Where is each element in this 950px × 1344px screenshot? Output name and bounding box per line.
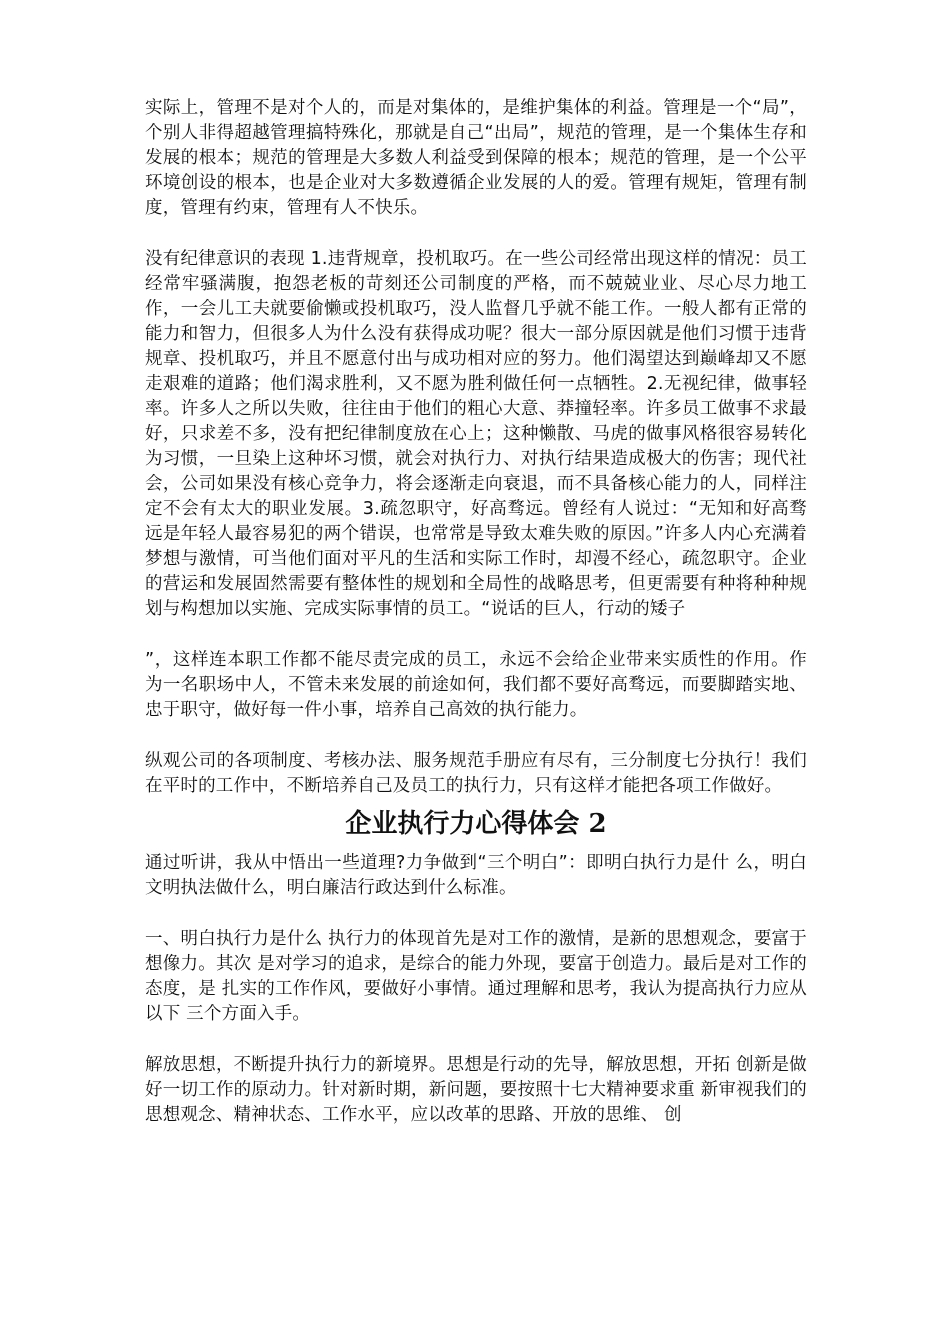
paragraph-gap <box>145 901 807 927</box>
section-title: 企业执行力心得体会 2 <box>345 809 607 839</box>
paragraph-liberate-thinking: 解放思想，不断提升执行力的新境界。思想是行动的先导，解放思想，开拓 创新是做好一切工作的原动力。针对新时期，新问题，要按照十七大精神要求重 新审视我们的思想观念、精神状态、工作水平，应以改革的思路、开放的思维、 创 <box>145 1055 807 1125</box>
paragraph-summary: 纵观公司的各项制度、考核办法、服务规范手册应有尽有，三分制度七分执行！我们在平时的工作中，不断培养自己及员工的执行力，只有这样才能把各项工作做好。 <box>145 751 807 796</box>
paragraph-gap <box>145 622 807 648</box>
paragraph-what-is-execution: 一、明白执行力是什么 执行力的体现首先是对工作的激情，是新的思想观念，要富于想像力。其次 是对学习的追求，是综合的能力外现，要富于创造力。最后是对工作的态度，是 扎实的工作作风，要做好小事情。通过理解和思考，我认为提高执行力应从以下 三个方面入手。 <box>145 929 807 1024</box>
paragraph-management: 实际上，管理不是对个人的，而是对集体的，是维护集体的利益。管理是一个“局”，个别人非得超越管理搞特殊化，那就是自己“出局”，规范的管理，是一个集体生存和发展的根本；规范的管理是大多数人利益受到保障的根本；规范的管理，是一个公平环境创设的根本，也是企业对大多数遵循企业发展的人的爱。管理有规矩，管理有制度，管理有约束，管理有人不快乐。 <box>145 98 807 218</box>
paragraph-gap <box>145 1027 807 1053</box>
paragraph-duty: ”，这样连本职工作都不能尽责完成的员工，永远不会给企业带来实质性的作用。作为一名职场中人，不管未来发展的前途如何，我们都不要好高骛远，而要脚踏实地、忠于职守，做好每一件小事，培养自己高效的执行能力。 <box>145 650 807 720</box>
document-page <box>145 96 807 1128</box>
paragraph-gap <box>145 723 807 749</box>
paragraph-discipline: 没有纪律意识的表现 1.违背规章，投机取巧。在一些公司经常出现这样的情况：员工经常牢骚满腹，抱怨老板的苛刻还公司制度的严格，而不兢兢业业、尽心尽力地工作，一会儿工夫就要偷懒或投机取巧，没人监督几乎就不能工作。一般人都有正常的能力和智力，但很多人为什么没有获得成功呢？很大一部分原因就是他们习惯于违背规章、投机取巧，并且不愿意付出与成功相对应的努力。他们渴望达到巅峰却又不愿走艰难的道路；他们渴求胜利，又不愿为胜利做任何一点牺牲。2.无视纪律，做事轻率。许多人之所以失败，往往由于他们的粗心大意、莽撞轻率。许多员工做事不求最好，只求差不多，没有把纪律制度放在心上；这种懒散、马虎的做事风格很容易转化为习惯，一旦染上这种坏习惯，就会对执行力、对执行结果造成极大的伤害；现代社会，公司如果没有核心竞争力，将会逐渐走向衰退，而不具备核心能力的人，同样注定不会有太大的职业发展。3.疏忽职守，好高骛远。曾经有人说过：“无知和好高骛远是年轻人最容易犯的两个错误，也常常是导致太难失败的原因。”许多人内心充满着梦想与激情，可当他们面对平凡的生活和实际工作时，却漫不经心，疏忽职守。企业的营运和发展固然需要有整体性的规划和全局性的战略思考，但更需要有种将种种规划与构想加以实施、完成实际事情的员工。“说话的巨人，行动的矮子 <box>145 249 807 619</box>
paragraph-three-clear: 通过听讲，我从中悟出一些道理?力争做到“三个明白”：即明白执行力是什 么，明白文明执法做什么，明白廉洁行政达到什么标准。 <box>145 853 807 898</box>
paragraph-gap <box>145 221 807 247</box>
